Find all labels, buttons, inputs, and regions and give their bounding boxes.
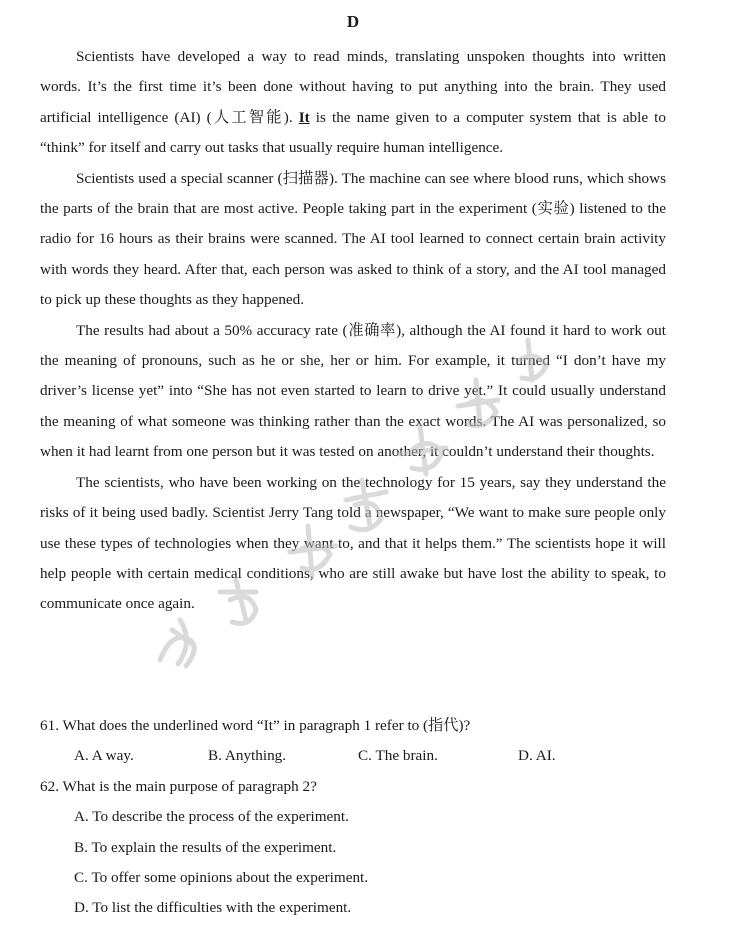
paragraph-2: Scientists used a special scanner (扫描器). The machine can see where blood runs, which shows the parts of the brain that are most active. People taking part in the experiment (实验) listened to the radio for 16 hours as their brains were scanned. The AI tool learned to connect certain brain activity with words they heard. After that, each person was asked to think of a story, and the AI tool managed to pick up these thoughts as they happened.: [40, 169, 666, 309]
question-61-stem: 61. What does the underlined word “It” in paragraph 1 refer to (指代)?: [40, 717, 471, 734]
question-62: [40, 772, 680, 924]
question-61-option-c[interactable]: C. The brain.: [358, 747, 438, 765]
question-61-option-a[interactable]: A. A way.: [74, 747, 134, 765]
question-61: [40, 711, 680, 772]
question-61-options: [40, 741, 680, 771]
underlined-word-it: It: [298, 108, 310, 126]
reading-passage: [40, 42, 666, 620]
section-heading: D: [346, 12, 360, 31]
paragraph-1: [40, 42, 666, 164]
question-62-option-a[interactable]: A. To describe the process of the experiment.: [74, 808, 349, 826]
paragraph-1-text-a: Scientists have developed a way to read minds, translating unspoken thoughts into written words. It’s the first time it’s been done without having to put anything into the brain. They used artificial intelligence (AI) (人工智能).: [40, 48, 666, 126]
question-62-option-c[interactable]: C. To offer some opinions about the experiment.: [74, 869, 369, 887]
question-62-option-d[interactable]: D. To list the difficulties with the experiment.: [74, 899, 352, 917]
paragraph-3: The results had about a 50% accuracy rate (准确率), although the AI found it hard to work out the meaning of pronouns, such as he or she, her or him. For example, it turned “I don’t have my driver’s license yet” into “She has not even started to learn to drive yet.” It could usually understand the meaning of what someone was thinking rather than the exact words. The AI was personalized, so when it had learnt from one person but it was tested on another, it couldn’t understand their thoughts.: [40, 321, 666, 461]
question-61-option-d[interactable]: D. AI.: [518, 747, 556, 765]
question-list: [40, 711, 680, 924]
question-62-stem: 62. What is the main purpose of paragraph 2?: [40, 777, 317, 795]
paragraph-1-text-b: is the name given to a computer system that is able to “think” for itself and carry out tasks that usually require human intelligence.: [40, 108, 666, 157]
paragraph-4: The scientists, who have been working on the technology for 15 years, say they understand the risks of it being used badly. Scientist Jerry Tang told a newspaper, “We want to make sure people only use these types of technologies when they want to, and that it helps them.” The scientists hope it will help people with certain medical conditions, who are still awake but have lost the ability to speak, to communicate once again.: [40, 473, 666, 613]
question-61-option-b[interactable]: B. Anything.: [208, 747, 287, 765]
question-62-option-b[interactable]: B. To explain the results of the experiment.: [74, 838, 337, 856]
